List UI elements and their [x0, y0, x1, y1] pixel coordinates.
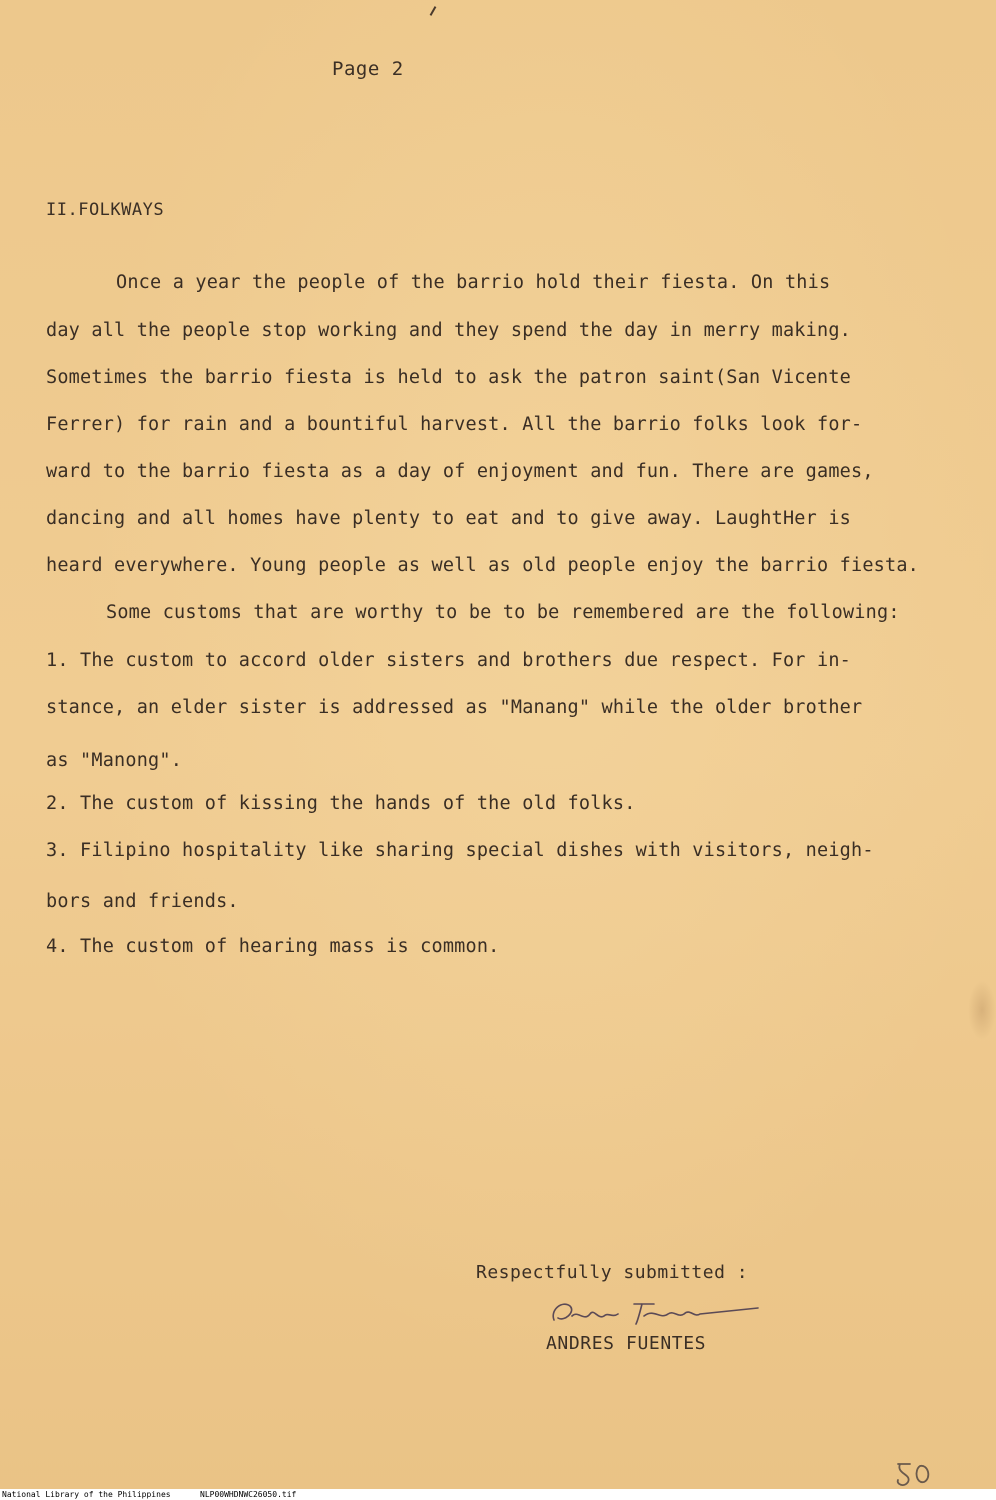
list-item-line: 1. The custom to accord older sisters and brothers due respect. For in-	[46, 650, 851, 671]
section-heading: II.FOLKWAYS	[46, 200, 165, 220]
body-line: Ferrer) for rain and a bountiful harvest. All the barrio folks look for-	[46, 414, 863, 435]
list-item-line: stance, an elder sister is addressed as "Manang" while the older brother	[46, 697, 863, 718]
body-line: dancing and all homes have plenty to eat and to give away. LaughtHer is	[46, 508, 851, 529]
signature-icon	[544, 1292, 764, 1332]
body-line: Sometimes the barrio fiesta is held to ask the patron saint(San Vicente	[46, 367, 851, 388]
closing-phrase: Respectfully submitted :	[476, 1262, 749, 1283]
file-identifier: NLP00WHDNWC26050.tif	[200, 1490, 297, 1499]
body-line: Once a year the people of the barrio hold their fiesta. On this	[116, 272, 831, 293]
list-item-line: bors and friends.	[46, 891, 239, 912]
body-line: day all the people stop working and they spend the day in merry making.	[46, 320, 851, 341]
list-item-line: 3. Filipino hospitality like sharing special dishes with visitors, neigh-	[46, 840, 874, 861]
list-item-line: 2. The custom of kissing the hands of the old folks.	[46, 793, 636, 814]
body-line: heard everywhere. Young people as well as old people enjoy the barrio fiesta.	[46, 555, 920, 576]
stray-pen-mark	[430, 6, 437, 16]
handwritten-page-number-icon	[892, 1456, 942, 1492]
archive-footer	[0, 1489, 996, 1500]
list-item-line: 4. The custom of hearing mass is common.	[46, 936, 500, 957]
list-item-line: as "Manong".	[46, 750, 183, 771]
body-line: ward to the barrio fiesta as a day of enjoyment and fun. There are games,	[46, 461, 874, 482]
page-number: Page 2	[332, 58, 404, 80]
signer-name: ANDRES FUENTES	[546, 1333, 707, 1354]
archive-name: National Library of the Philippines	[2, 1490, 171, 1499]
paper-stain	[968, 980, 996, 1040]
body-line: Some customs that are worthy to be to be remembered are the following:	[106, 602, 900, 623]
